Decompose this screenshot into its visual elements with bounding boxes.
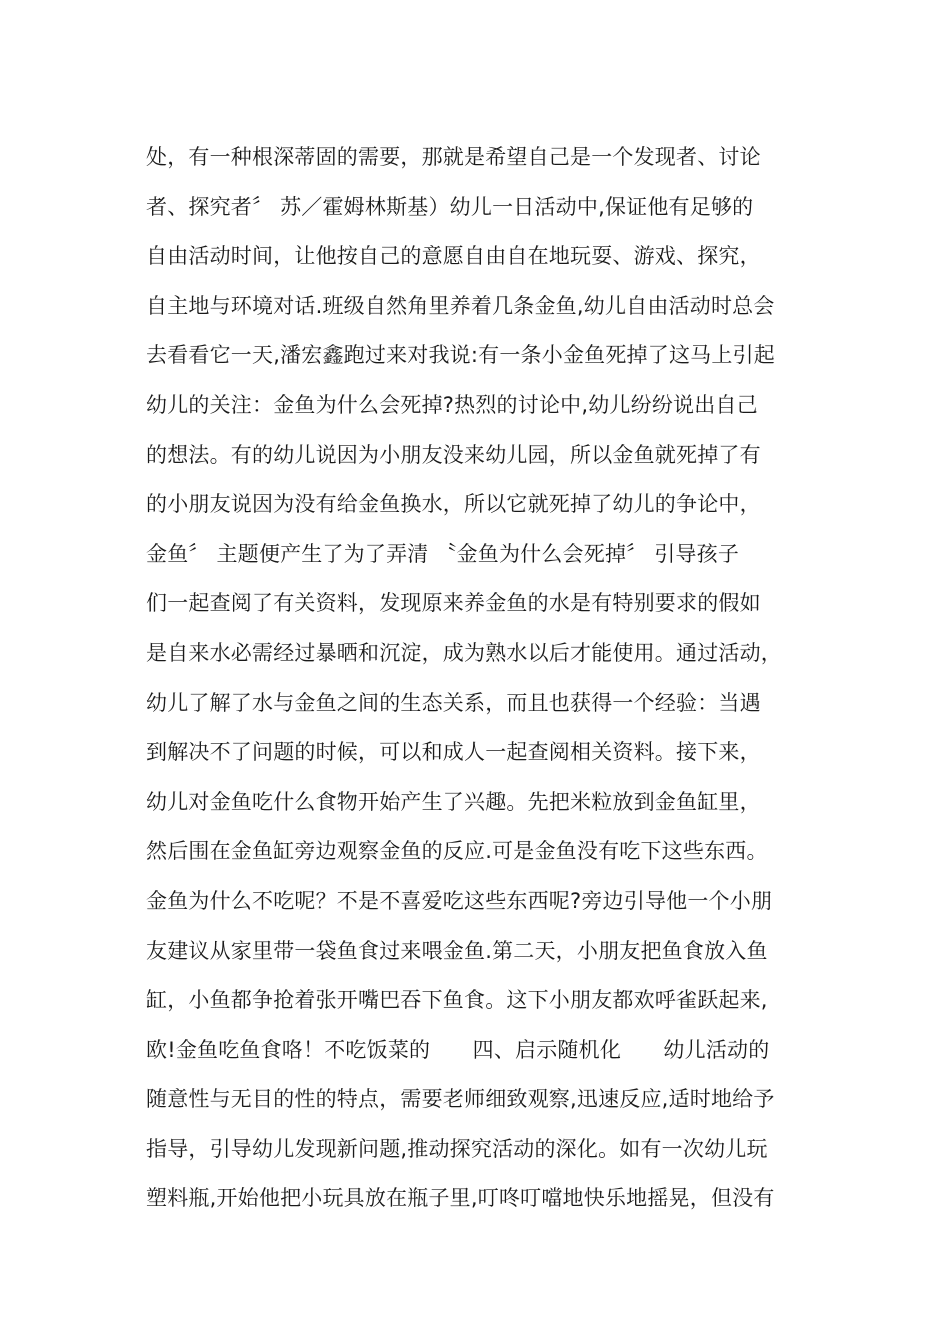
text-line: 到解决不了问题的时候，可以和成人一起查阅相关资料。接下来，	[146, 740, 761, 765]
text-line: 们一起查阅了有关资料，发现原来养金鱼的水是有特别要求的假如	[146, 591, 761, 616]
text-line: 的小朋友说因为没有给金鱼换水，所以它就死掉了幼儿的争论中，	[146, 492, 761, 517]
text-line: 塑料瓶,开始他把小玩具放在瓶子里,叮咚叮噹地快乐地摇晃，但没有	[146, 1186, 775, 1211]
body-text	[146, 133, 826, 1224]
text-line: 自主地与环境对话.班级自然角里养着几条金鱼,幼儿自由活动时总会	[146, 293, 775, 318]
text-line: 者、探究者〞 苏／霍姆林斯基）幼儿一日活动中,保证他有足够的	[146, 194, 754, 219]
text-line: 处，有一种根深蒂固的需要，那就是希望自己是一个发现者、讨论	[146, 145, 761, 169]
text-line: 金鱼为什么不吃呢？不是不喜爱吃这些东西呢?旁边引导他一个小朋	[146, 888, 773, 913]
text-line: 是自来水必需经过暴晒和沉淀，成为熟水以后才能使用。通过活动，	[146, 640, 782, 665]
text-line: 的想法。有的幼儿说因为小朋友没来幼儿园，所以金鱼就死掉了有	[146, 442, 761, 467]
text-line: 幼儿对金鱼吃什么食物开始产生了兴趣。先把米粒放到金鱼缸里，	[146, 789, 761, 814]
text-line: 指导，引导幼儿发现新问题,推动探究活动的深化。如有一次幼儿玩	[146, 1136, 768, 1161]
text-line: 幼儿了解了水与金鱼之间的生态关系，而且也获得一个经验：当遇	[146, 690, 761, 715]
text-line: 去看看它一天,潘宏鑫跑过来对我说:有一条小金鱼死掉了这马上引起	[146, 343, 775, 368]
text-line: 然后围在金鱼缸旁边观察金鱼的反应.可是金鱼没有吃下这些东西。	[146, 839, 768, 864]
text-line: 随意性与无目的性的特点，需要老师细致观察,迅速反应,适时地给予	[146, 1087, 775, 1112]
text-line: 友建议从家里带一袋鱼食过来喂金鱼.第二天，小朋友把鱼食放入鱼	[146, 938, 768, 963]
text-line: 金鱼〞 主题便产生了为了弄清 〝金鱼为什么会死掉〞 引导孩子	[146, 541, 740, 566]
text-line: 欧!金鱼吃鱼食咯！不吃饭菜的 四、启示随机化 幼儿活动的	[146, 1037, 770, 1062]
text-line: 自由活动时间，让他按自己的意愿自由自在地玩耍、游戏、探究，	[146, 244, 761, 269]
text-line: 幼儿的关注：金鱼为什么会死掉?热烈的讨论中,幼儿纷纷说出自己	[146, 392, 758, 417]
text-line: 缸，小鱼都争抢着张开嘴巴吞下鱼食。这下小朋友都欢呼雀跃起来,	[146, 988, 768, 1013]
